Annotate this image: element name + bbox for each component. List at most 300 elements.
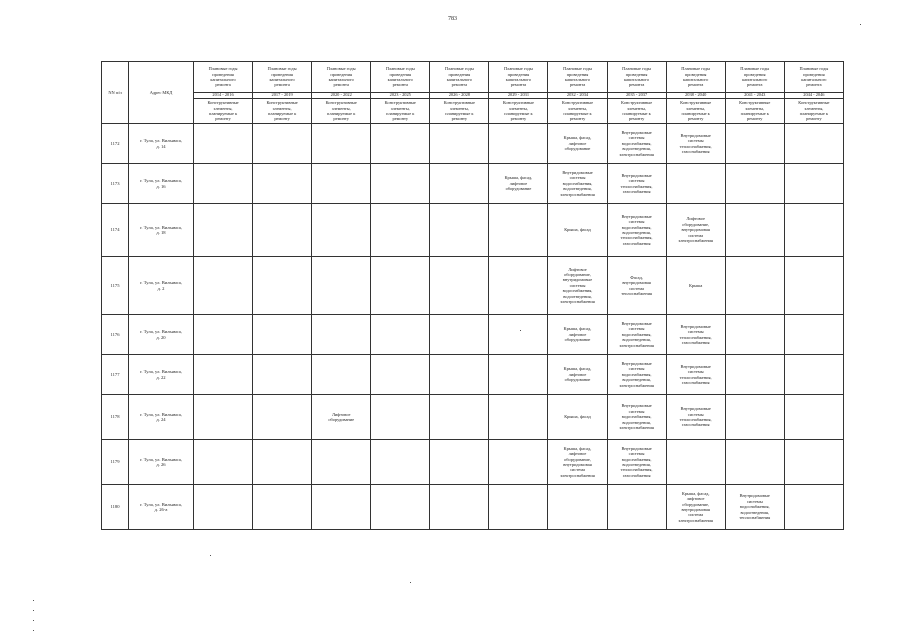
text-line: электроснабжения — [560, 472, 595, 478]
text-line: ремонта — [806, 82, 822, 88]
text-line: проведения — [566, 71, 589, 77]
table-row — [102, 395, 844, 440]
text-line: д. 20 — [156, 334, 166, 340]
text-line: системы — [687, 329, 704, 335]
text-line: капитального — [328, 77, 354, 82]
repair-elements-cell — [666, 164, 725, 204]
period-years: 2026 - 2028 — [430, 93, 489, 99]
text-line: элементы, — [686, 105, 706, 111]
repair-elements-cell — [253, 257, 312, 315]
repair-elements-cell — [194, 164, 253, 204]
period-title — [489, 62, 548, 93]
text-line: капитального — [387, 77, 413, 82]
text-line: г. Тула, ул. Вильямса, — [140, 369, 182, 375]
text-line: теплоснабжения, — [620, 235, 653, 241]
text-line: планируемые к — [740, 111, 769, 116]
text-line: элементы, — [804, 105, 824, 111]
period-subheader — [666, 99, 725, 124]
text-line: система — [688, 232, 704, 238]
repair-elements-cell — [430, 355, 489, 395]
table-row — [102, 164, 844, 204]
text-line: электроснабжения — [678, 238, 713, 244]
text-line: г. Тула, ул. Вильямса, — [140, 456, 182, 462]
text-line: Плановые годы — [503, 66, 533, 72]
text-line: теплоснабжения — [621, 290, 652, 296]
text-line: водоснабжения, — [562, 288, 593, 294]
text-line: системы — [628, 178, 645, 184]
text-line: лифтовое — [568, 371, 587, 377]
text-line: элементы, — [508, 105, 528, 111]
text-line: газоснабжения — [681, 379, 710, 385]
repair-elements-cell — [430, 440, 489, 485]
table-row — [102, 124, 844, 164]
repair-elements-cell — [194, 124, 253, 164]
text-line: ремонта — [333, 82, 349, 88]
row-number: 1176 — [102, 315, 129, 355]
text-line: оборудование, — [564, 456, 591, 462]
text-line: лифтовое — [568, 331, 587, 337]
repair-elements-cell — [371, 440, 430, 485]
text-line: Плановые годы — [563, 66, 592, 72]
text-line: проведения — [684, 71, 707, 77]
text-line: газоснабжения — [681, 148, 710, 154]
repair-elements-cell — [312, 440, 371, 485]
repair-elements-cell — [784, 440, 843, 485]
repair-elements-cell — [548, 204, 607, 257]
text-line: системы — [628, 219, 645, 225]
row-number: 1180 — [102, 485, 129, 530]
text-line: системы — [628, 366, 645, 372]
repair-elements-cell — [312, 355, 371, 395]
repair-elements-cell — [312, 204, 371, 257]
text-line: проведения — [389, 71, 412, 77]
text-line: газоснабжения — [622, 472, 651, 478]
row-address — [129, 315, 194, 355]
text-line: капитального — [446, 77, 472, 82]
repair-elements-cell — [666, 440, 725, 485]
text-line: планируемые к — [563, 111, 592, 116]
text-line: ремонта — [569, 82, 586, 88]
row-number: 1173 — [102, 164, 129, 204]
repair-elements-cell — [489, 204, 548, 257]
table-row — [102, 355, 844, 395]
period-title — [430, 62, 489, 93]
table-row — [102, 485, 844, 530]
repair-elements-cell — [607, 204, 666, 257]
text-line: Плановые годы — [208, 66, 238, 72]
text-line: элементы, — [568, 105, 587, 111]
text-line: Крыша, фасад, — [504, 175, 533, 181]
table-row — [102, 315, 844, 355]
text-line: система — [570, 467, 585, 473]
period-title — [725, 62, 784, 93]
text-line: системы — [628, 451, 645, 457]
text-line: Лифтовое — [568, 266, 587, 272]
repair-elements-cell — [430, 204, 489, 257]
row-number: 1179 — [102, 440, 129, 485]
text-line: д. 26 — [156, 462, 166, 467]
row-number: 1174 — [102, 204, 129, 257]
text-line: Фасад, — [630, 274, 643, 280]
text-line: Конструктивные — [207, 100, 239, 106]
repair-elements-cell — [548, 440, 607, 485]
repair-elements-cell — [194, 440, 253, 485]
row-number: 1177 — [102, 355, 129, 395]
repair-elements-cell — [784, 204, 843, 257]
text-line: проведения — [507, 71, 530, 77]
text-line: д. 22 — [156, 374, 166, 380]
text-line: системы — [687, 369, 704, 375]
repair-elements-cell — [253, 204, 312, 257]
repair-elements-cell — [371, 257, 430, 315]
repair-elements-cell — [666, 355, 725, 395]
text-line: планируемые к — [445, 111, 474, 116]
period-title — [784, 62, 843, 93]
text-line: внутридомовая — [622, 280, 651, 286]
text-line: Конструктивные — [739, 100, 771, 106]
repair-elements-cell — [312, 315, 371, 355]
repair-elements-cell — [253, 485, 312, 530]
repair-elements-cell — [430, 257, 489, 315]
text-line: электроснабжения — [560, 299, 595, 305]
row-address — [129, 164, 194, 204]
repair-elements-cell — [725, 440, 784, 485]
text-line: планируемые к — [267, 111, 297, 116]
text-line: электроснабжения — [619, 425, 654, 431]
text-line: водоснабжения, — [621, 371, 652, 377]
text-line: Плановые годы — [267, 66, 297, 72]
period-years: 2017 - 2019 — [253, 93, 312, 99]
text-line: оборудование — [564, 337, 591, 343]
text-line: ремонта — [392, 82, 408, 88]
repair-elements-cell — [666, 485, 725, 530]
period-years: 2044 - 2046 — [784, 93, 843, 99]
text-line: внутридомовая — [563, 462, 592, 467]
text-line: капитального — [505, 77, 532, 82]
text-line: Конструктивные — [266, 100, 298, 106]
text-line: проведения — [330, 71, 352, 77]
text-line: водоснабжения, — [739, 504, 770, 510]
text-line: система — [629, 285, 644, 291]
text-line: элементы, — [627, 105, 647, 111]
repair-elements-cell — [430, 485, 489, 530]
text-line: системы — [746, 498, 763, 504]
repair-elements-cell — [607, 355, 666, 395]
text-line: Плановые годы — [326, 66, 356, 72]
text-line: теплоснабжения, — [620, 183, 653, 189]
text-line: теплоснабжения — [739, 515, 771, 521]
period-years: 2020 - 2022 — [312, 93, 371, 99]
text-line: Конструктивные — [502, 100, 535, 106]
text-line: планируемые к — [681, 111, 710, 116]
row-number: 1175 — [102, 257, 129, 315]
text-line: системы — [628, 135, 645, 141]
repair-elements-cell — [725, 164, 784, 204]
row-address — [129, 395, 194, 440]
text-line: планируемые к — [327, 111, 356, 116]
text-line: ремонту — [806, 116, 822, 122]
text-line: системы — [569, 282, 586, 288]
period-title — [666, 62, 725, 93]
text-line: системы — [687, 411, 704, 417]
text-line: Внутридомовые — [562, 169, 593, 175]
text-line: электроснабжения — [619, 382, 654, 388]
text-line: Внутридомовые — [680, 363, 711, 369]
repair-elements-cell — [607, 395, 666, 440]
text-line: электроснабжения — [560, 191, 595, 197]
text-line: г. Тула, ул. Вильямса, — [140, 280, 182, 286]
text-line: Крыша, фасад, — [681, 490, 710, 496]
text-line: система — [688, 512, 704, 518]
row-number: 1172 — [102, 124, 129, 164]
text-line: г. Тула, ул. Вильямса, — [140, 501, 182, 507]
text-line: оборудование — [564, 146, 591, 152]
repair-elements-cell — [371, 124, 430, 164]
repair-elements-cell — [548, 395, 607, 440]
text-line: системы — [628, 408, 645, 414]
text-line: Плановые годы — [681, 66, 711, 72]
repair-elements-cell — [548, 315, 607, 355]
repair-elements-cell — [312, 395, 371, 440]
period-years: 2032 - 2034 — [548, 93, 607, 99]
text-line: планируемые к — [799, 111, 829, 116]
text-line: Внутридомовые — [621, 172, 652, 178]
repair-elements-cell — [725, 355, 784, 395]
text-line: проведения — [448, 71, 471, 77]
row-address — [129, 204, 194, 257]
text-line: Плановые годы — [799, 66, 829, 72]
repair-elements-cell — [607, 257, 666, 315]
text-line: Конструктивные — [561, 100, 594, 106]
repair-elements-cell — [666, 257, 725, 315]
text-line: водоотведения, — [622, 230, 651, 235]
text-line: электроснабжения — [619, 151, 654, 157]
period-years: 2029 - 2031 — [489, 93, 548, 99]
text-line: газоснабжения — [681, 422, 710, 428]
repair-elements-cell — [312, 124, 371, 164]
repair-elements-cell — [489, 485, 548, 530]
text-line: Конструктивные — [443, 100, 475, 106]
period-subheader — [725, 99, 784, 124]
repair-elements-cell — [489, 164, 548, 204]
text-line: системы — [628, 326, 645, 332]
repair-elements-cell — [784, 315, 843, 355]
text-line: капитального — [801, 77, 827, 82]
text-line: водоотведения, — [622, 419, 651, 425]
text-line: Конструктивные — [798, 100, 830, 106]
text-line: лифтовое — [686, 496, 705, 502]
period-years: 2038 - 2040 — [666, 93, 725, 99]
text-line: ремонта — [747, 82, 763, 88]
repair-elements-cell — [725, 315, 784, 355]
text-line: проведения — [212, 71, 234, 77]
repair-elements-cell — [666, 395, 725, 440]
page-number: 783 — [448, 16, 457, 22]
text-line: Крыша, фасад — [564, 227, 591, 233]
capital-repair-plan-table — [101, 61, 844, 530]
text-line: Плановые годы — [444, 66, 474, 72]
header-address: Адрес МКД — [129, 62, 194, 124]
period-years: 2041 - 2043 — [725, 93, 784, 99]
repair-elements-cell — [548, 124, 607, 164]
text-line: внутридомовые — [562, 277, 593, 283]
period-subheader — [194, 99, 253, 124]
repair-elements-cell — [784, 355, 843, 395]
text-line: системы — [569, 175, 586, 181]
repair-elements-cell — [784, 395, 843, 440]
repair-elements-cell — [371, 315, 430, 355]
repair-elements-cell — [548, 164, 607, 204]
repair-elements-cell — [784, 485, 843, 530]
text-line: газоснабжения — [681, 339, 710, 345]
text-line: водоотведения, — [622, 462, 651, 467]
repair-elements-cell — [666, 124, 725, 164]
repair-elements-cell — [430, 124, 489, 164]
text-line: системы — [687, 138, 704, 144]
text-line: ремонта — [687, 82, 704, 88]
text-line: д. 14 — [156, 143, 166, 149]
text-line: капитального — [742, 77, 768, 82]
text-line: оборудование — [505, 186, 532, 192]
text-line: капитального — [683, 77, 709, 82]
period-years: 2014 - 2016 — [194, 93, 253, 99]
repair-elements-cell — [371, 485, 430, 530]
text-line: лифтовое — [568, 451, 587, 457]
period-subheader — [548, 99, 607, 124]
text-line: ремонта — [215, 82, 231, 88]
text-line: водоотведения, — [622, 377, 651, 383]
row-address — [129, 440, 194, 485]
row-address — [129, 124, 194, 164]
repair-elements-cell — [253, 164, 312, 204]
table-row — [102, 204, 844, 257]
repair-elements-cell — [253, 315, 312, 355]
period-years: 2035 - 2037 — [607, 93, 666, 99]
header-nn: NN п/п — [102, 62, 129, 124]
text-line: оборудование, — [682, 221, 710, 227]
repair-elements-cell — [253, 124, 312, 164]
repair-elements-cell — [607, 124, 666, 164]
repair-elements-cell — [548, 485, 607, 530]
text-line: ремонту — [392, 116, 409, 122]
text-line: г. Тула, ул. Вильямса, — [140, 224, 182, 230]
text-line: водоотведения, — [563, 293, 592, 299]
period-subheader — [253, 99, 312, 124]
repair-elements-cell — [371, 395, 430, 440]
repair-elements-cell — [725, 485, 784, 530]
text-line: Крыша, фасад, — [563, 366, 592, 372]
text-line: водоснабжения, — [621, 331, 652, 337]
repair-elements-cell — [430, 315, 489, 355]
row-address — [129, 485, 194, 530]
text-line: Внутридомовые — [680, 132, 711, 138]
text-line: Внутридомовые — [621, 213, 652, 219]
repair-elements-cell — [784, 164, 843, 204]
text-line: Внутридомовые — [621, 320, 652, 326]
text-line: электроснабжения — [619, 342, 654, 348]
repair-elements-cell — [784, 124, 843, 164]
text-line: планируемые к — [504, 111, 533, 116]
text-line: теплоснабжения, — [679, 374, 712, 380]
text-line: теплоснабжения, — [679, 334, 712, 340]
repair-elements-cell — [607, 164, 666, 204]
text-line: проведения — [803, 71, 825, 77]
text-line: Крыша — [688, 282, 703, 288]
text-line: планируемые к — [386, 111, 415, 116]
text-line: Крыша, фасад, — [563, 135, 592, 141]
text-line: лифтовое — [568, 140, 587, 146]
text-line: д. 24 — [156, 417, 166, 422]
repair-elements-cell — [489, 355, 548, 395]
text-line: оборудование — [328, 417, 355, 422]
repair-elements-cell — [194, 315, 253, 355]
repair-elements-cell — [194, 485, 253, 530]
text-line: Внутридомовые — [621, 360, 652, 366]
text-line: оборудование — [564, 377, 591, 383]
text-line: г. Тула, ул. Вильямса, — [140, 329, 182, 335]
repair-elements-cell — [725, 257, 784, 315]
text-line: капитального — [564, 77, 591, 82]
text-line: Внутридомовые — [739, 493, 770, 499]
text-line: Плановые годы — [622, 66, 652, 72]
period-subheader — [607, 99, 666, 124]
text-line: Конструктивные — [620, 100, 653, 106]
text-line: капитального — [269, 77, 295, 82]
text-line: элементы, — [272, 105, 292, 111]
period-subheader — [430, 99, 489, 124]
text-line: газоснабжения — [622, 240, 651, 246]
repair-elements-cell — [253, 355, 312, 395]
row-address — [129, 257, 194, 315]
text-line: газоснабжения — [622, 188, 651, 194]
repair-elements-cell — [489, 257, 548, 315]
text-line: д. 2 — [157, 285, 165, 291]
text-line: Лифтовое — [331, 411, 351, 417]
text-line: водоотведения, — [622, 146, 651, 152]
text-line: ремонта — [274, 82, 290, 88]
repair-elements-cell — [489, 395, 548, 440]
repair-elements-cell — [607, 485, 666, 530]
repair-elements-cell — [548, 257, 607, 315]
text-line: оборудование, — [682, 501, 710, 507]
text-line: ремонта — [628, 82, 645, 88]
text-line: ремонту — [628, 116, 645, 122]
text-line: ремонту — [510, 116, 527, 122]
text-line: Внутридомовые — [621, 403, 652, 409]
repair-elements-cell — [312, 485, 371, 530]
period-subheader — [371, 99, 430, 124]
repair-elements-cell — [371, 204, 430, 257]
period-title — [194, 62, 253, 93]
text-line: Крыша, фасад, — [563, 445, 592, 451]
period-title — [312, 62, 371, 93]
text-line: оборудование, — [564, 271, 591, 277]
text-line: ремонту — [274, 116, 290, 122]
repair-elements-cell — [430, 395, 489, 440]
text-line: проведения — [625, 71, 648, 77]
text-line: Плановые годы — [740, 66, 770, 72]
repair-elements-cell — [194, 204, 253, 257]
repair-elements-cell — [548, 355, 607, 395]
row-address — [129, 355, 194, 395]
period-title — [371, 62, 430, 93]
repair-elements-cell — [194, 257, 253, 315]
repair-elements-cell — [666, 204, 725, 257]
text-line: водоснабжения, — [621, 414, 652, 420]
row-number: 1178 — [102, 395, 129, 440]
text-line: водоснабжения, — [621, 140, 652, 146]
text-line: ремонту — [215, 116, 231, 122]
